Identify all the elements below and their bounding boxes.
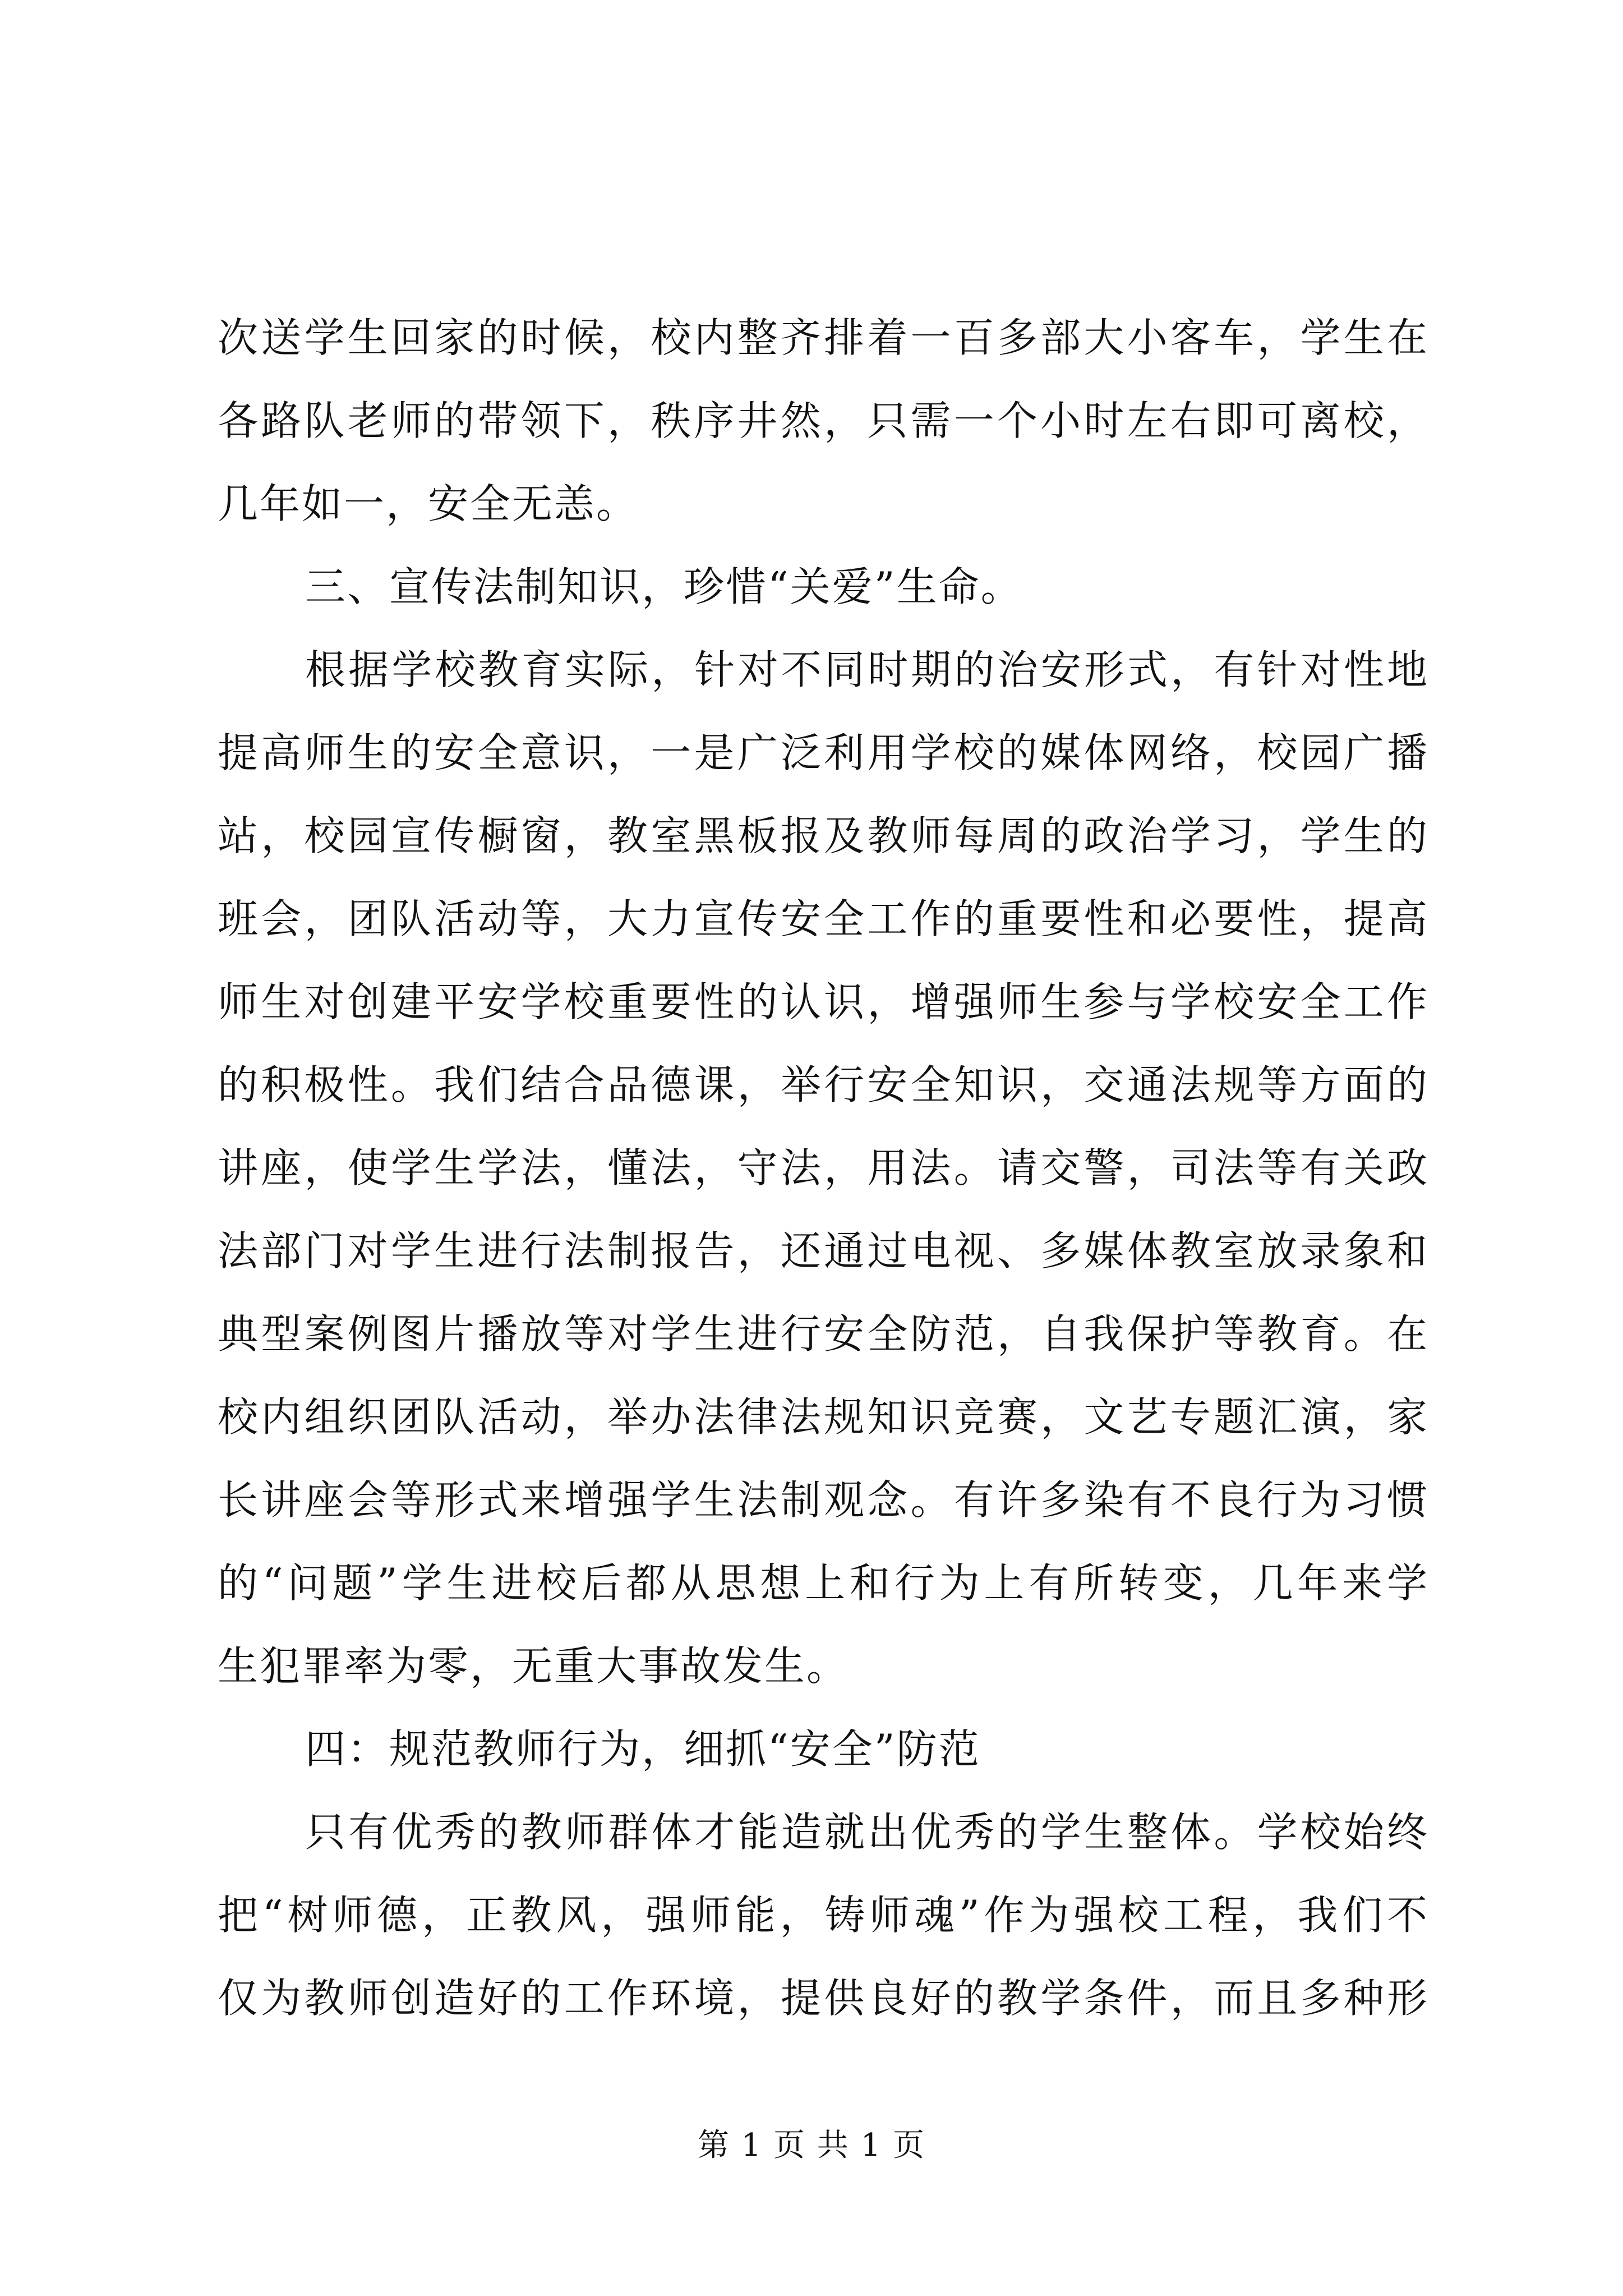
section-heading: 四：规范教师行为，细抓“安全”防范 xyxy=(305,1726,981,1773)
text-line: 生犯罪率为零，无重大事故发生。 xyxy=(218,1642,849,1690)
text-line: 站，校园宣传橱窗，教室黑板报及教师每周的政治学习，学生的 xyxy=(218,812,1429,859)
text-line: 只有优秀的教师群体才能造就出优秀的学生整体。学校始终 xyxy=(305,1809,1429,1856)
text-line: 讲座，使学生学法，懂法，守法，用法。请交警，司法等有关政 xyxy=(218,1144,1429,1191)
text-line: 法部门对学生进行法制报告，还通过电视、多媒体教室放录象和 xyxy=(218,1227,1429,1274)
document-body xyxy=(218,296,1429,2040)
text-line: 的积极性。我们结合品德课，举行安全知识，交通法规等方面的 xyxy=(218,1061,1429,1108)
text-line: 校内组织团队活动，举办法律法规知识竞赛，文艺专题汇演，家 xyxy=(218,1393,1429,1441)
text-line: 把“树师德，正教风，强师能，铸师魂”作为强校工程，我们不 xyxy=(218,1892,1429,1939)
text-line: 提高师生的安全意识，一是广泛利用学校的媒体网络，校园广播 xyxy=(218,729,1429,776)
text-line: 师生对创建平安学校重要性的认识，增强师生参与学校安全工作 xyxy=(218,978,1429,1025)
text-line: 长讲座会等形式来增强学生法制观念。有许多染有不良行为习惯 xyxy=(218,1476,1429,1524)
text-line: 几年如一，安全无恙。 xyxy=(218,480,639,527)
text-line: 根据学校教育实际，针对不同时期的治安形式，有针对性地 xyxy=(305,646,1429,693)
text-line: 班会，团队活动等，大力宣传安全工作的重要性和必要性，提高 xyxy=(218,895,1429,942)
text-line: 各路队老师的带领下，秩序井然，只需一个小时左右即可离校， xyxy=(218,397,1429,444)
text-line: 的“问题”学生进校后都从思想上和行为上有所转变，几年来学 xyxy=(218,1559,1429,1607)
page-footer: 第 1 页 共 1 页 xyxy=(697,2127,926,2164)
section-heading: 三、宣传法制知识，珍惜“关爱”生命。 xyxy=(305,563,1023,610)
text-line: 仅为教师创造好的工作环境，提供良好的教学条件，而且多种形 xyxy=(218,1975,1429,2022)
text-line: 次送学生回家的时候，校内整齐排着一百多部大小客车，学生在 xyxy=(218,314,1429,361)
text-line: 典型案例图片播放等对学生进行安全防范，自我保护等教育。在 xyxy=(218,1310,1429,1358)
